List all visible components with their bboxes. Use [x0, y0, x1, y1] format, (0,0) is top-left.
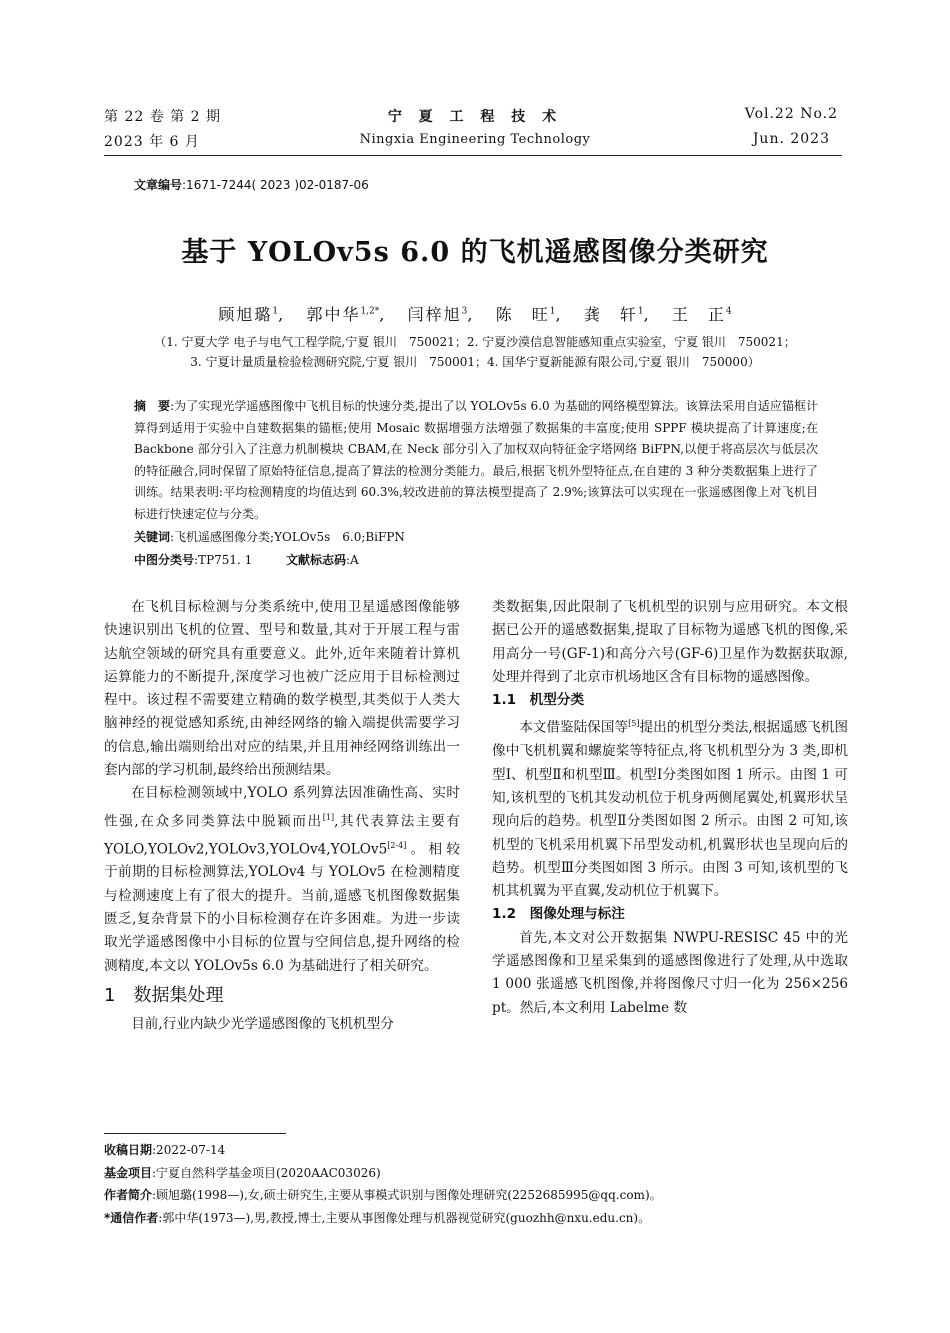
paper-title: 基于 YOLOv5s 6.0 的飞机遥感图像分类研究 [181, 237, 769, 268]
body-paragraph: 在飞机目标检测与分类系统中,使用卫星遥感图像能够快速识别出飞机的位置、型号和数量,其对于开展工程与雷达航空领域的研究具有重要意义。此外,近年来随着计算机运算能力的不断提升,深度学习也被广泛应用于目标检测过程中。该过程不需要建立精确的数学模型,其类似于人类大脑神经的视觉感知系统,由神经网络的输入端提供需要学习的信息,输出端则给出对应的结果,并且用神经网络训练出一套内部的学习机制,最终给出预测结果。 [104, 599, 460, 779]
clc-value: :TP751. 1 [194, 553, 253, 567]
footnote-received [104, 1139, 864, 1162]
affiliation-line: （1. 宁夏大学 电子与电气工程学院,宁夏 银川 750021；2. 宁夏沙漠信息智能感知重点实验室，宁夏 银川 750021； [154, 335, 796, 349]
body-paragraph: 首先,本文对公开数据集 NWPU-RESISC 45 中的光学遥感图像和卫星采集到的遥感图像进行了处理,从中选取 1 000 张遥感飞机图像,并将图像尺寸归一化为 256×256 pt。然后,本文利用 Labelme 数 [492, 929, 848, 1016]
author-affiliation-mark: 1 [549, 306, 556, 317]
body-text: ,其代表算法主要有 YOLO,YOLOv2,YOLOv3,YOLOv4,YOLOv5 [104, 813, 460, 858]
article-number [134, 176, 369, 193]
footnote-rule [104, 1133, 286, 1134]
footnote-value: :2022-07-14 [152, 1143, 226, 1157]
affiliation-line: 3. 宁夏计量质量检验检测研究院,宁夏 银川 750001；4. 国华宁夏新能源有限公司,宁夏 银川 750000） [190, 355, 760, 369]
body-text: 在目标检测领域中,YOLO 系列算法因准确性高、实时性强,在众多同类算法中脱颖而出 [104, 785, 460, 830]
author-affiliation-mark: 3 [461, 306, 468, 317]
author [584, 305, 644, 324]
footnote-value: :宁夏自然科学基金项目(2020AAC03026) [152, 1165, 381, 1180]
header-vol-no: Vol.22 No.2 [744, 106, 838, 122]
footnote-fund [104, 1162, 864, 1185]
doc-code-value: :A [345, 553, 359, 567]
abstract-text: :为了实现光学遥感图像中飞机目标的快速分类,提出了以 YOLOv5s 6.0 为基础的网络模型算法。该算法采用自适应锚框计算得到适用于实验中自建数据集的锚框;使用 Mosaic 数据增强方法增强了数据集的丰富度;使用 SPPF 模块提高了计算速度;在 Backbone 部分引入了注意力机制模块 CBAM,在 Neck 部分引入了加权双向特征金字塔网络 BiFPN,以便于将高层次与低层次的特征融合,同时保留了原始特征信息,提高了算法的检测分类能力。最后,根据飞机外型特征点,在自建的 3 种分类数据集上进行了训练。结果表明:平均检测精度的均值达到 60.3%,较改进前的算法模型提高了 2.9%;该算法可以实现在一张遥感图像上对飞机目标进行快速定位与分类。 [134, 399, 818, 521]
body-paragraph: 目前,行业内缺少光学遥感图像的飞机机型分 [131, 1016, 394, 1033]
doc-code-label: 文献标志码 [285, 553, 346, 567]
author-name: 王 正 [671, 305, 726, 324]
author [496, 305, 556, 324]
header-rule [104, 155, 842, 156]
author-affiliation-mark: 1 [272, 306, 279, 317]
footnote-correspondence [104, 1207, 864, 1230]
footnote-label: *通信作者 [104, 1210, 159, 1225]
author [306, 305, 379, 324]
footnote-label: 收稿日期 [104, 1143, 153, 1157]
body-text: 提出的机型分类法,根据遥感飞机图像中飞机机翼和螺旋桨等特征点,将飞机机型分为 3 类,即机型Ⅰ、机型Ⅱ和机型Ⅲ。机型Ⅰ分类图如图 1 所示。由图 1 可知,该机型的飞机其发动机位于机身两侧尾翼处,机翼形状呈现向后的趋势。机型Ⅱ分类图如图 2 所示。由图 2 可知,该机型的飞机采用机翼下吊型发动机,机翼形状也呈现向后的趋势。机型Ⅲ分类图如图 3 所示。由图 3 可知,该机型的飞机其机翼为平直翼,发动机位于机翼下。 [492, 720, 849, 900]
subsection-heading: 1.2 图像处理与标注 [492, 906, 625, 923]
citation-ref: [5] [628, 719, 640, 729]
right-column [492, 596, 848, 1020]
author-name: 闫梓旭 [407, 305, 462, 324]
header-month-year: Jun. 2023 [752, 131, 830, 147]
author-list: 顾旭璐$^1$, 郭中华$^{1,2*}$, 闫梓旭$^3$, 陈 旺$^1$, 龚 轩$^1$, 王 正$^4$ [218, 305, 732, 324]
author-affiliation-mark: 1,2* [360, 306, 380, 317]
left-column [104, 596, 460, 1036]
author-name: 陈 旺 [495, 305, 550, 324]
article-number-label: 文章编号 [134, 178, 183, 192]
author-affiliation-mark: 4 [725, 306, 732, 317]
body-text: 。相较于前期的目标检测算法,YOLOv4 与 YOLOv5 在检测精度与检测速度上有了很大的提升。当前,遥感飞机图像数据集匮乏,复杂背景下的小目标检测存在许多困难。为进一步读取光学遥感图像中小目标的位置与空间信息,提升网络的检测精度,本文以 YOLOv5s 6.0 为基础进行了相关研究。 [104, 841, 460, 974]
section-heading: 1 数据集处理 [104, 984, 224, 1006]
footnote-label: 作者简介 [104, 1188, 153, 1202]
subsection-heading: 1.1 机型分类 [492, 692, 585, 709]
footnote-value: :郭中华(1973—),男,教授,博士,主要从事图像处理与机器视觉研究(guozhh@nxu.edu.cn)。 [158, 1210, 651, 1225]
header-date: 2023 年 6 月 [104, 134, 200, 150]
author-name: 龚 轩 [583, 305, 638, 324]
footnotes [104, 1139, 864, 1229]
citation-ref: [1] [322, 812, 335, 822]
header-volume-issue: 第 22 卷 第 2 期 [104, 109, 221, 125]
classification [134, 551, 359, 568]
header-journal-name-zh: 宁 夏 工 程 技 术 [387, 109, 563, 125]
affiliations [90, 332, 860, 372]
body-text: 本文借鉴陆保国等 [519, 720, 629, 737]
body-paragraph [492, 712, 848, 903]
body-paragraph: 类数据集,因此限制了飞机机型的识别与应用研究。本文根据已公开的遥感数据集,提取了目标物为遥感飞机的图像,采用高分一号(GF-1)和高分六号(GF-6)卫星作为数据获取源,处理并得到了北京市机场地区含有目标物的遥感图像。 [492, 599, 848, 685]
author-affiliation-mark: 1 [637, 306, 644, 317]
author-name: 郭中华 [306, 305, 361, 324]
abstract [134, 396, 818, 525]
keywords-text: :飞机遥感图像分类;YOLOv5s 6.0;BiFPN [170, 530, 405, 544]
footnote-value: :顾旭璐(1998—),女,硕士研究生,主要从事模式识别与图像处理研究(2252685995@qq.com)。 [152, 1188, 662, 1202]
body-paragraph [104, 782, 460, 977]
keywords-label: 关键词 [134, 530, 171, 544]
clc-label: 中图分类号 [134, 553, 195, 567]
footnote-author [104, 1184, 864, 1207]
author [218, 305, 278, 324]
keywords [134, 528, 405, 545]
abstract-label: 摘 要 [134, 399, 171, 413]
footnote-label: 基金项目 [104, 1165, 153, 1180]
citation-ref: [2-4] [387, 840, 407, 850]
author [672, 305, 732, 324]
author-name: 顾旭璐 [218, 305, 273, 324]
article-number-value: :1671-7244( 2023 )02-0187-06 [182, 178, 369, 192]
header-journal-name-en: Ningxia Engineering Technology [359, 132, 591, 147]
author [408, 305, 468, 324]
